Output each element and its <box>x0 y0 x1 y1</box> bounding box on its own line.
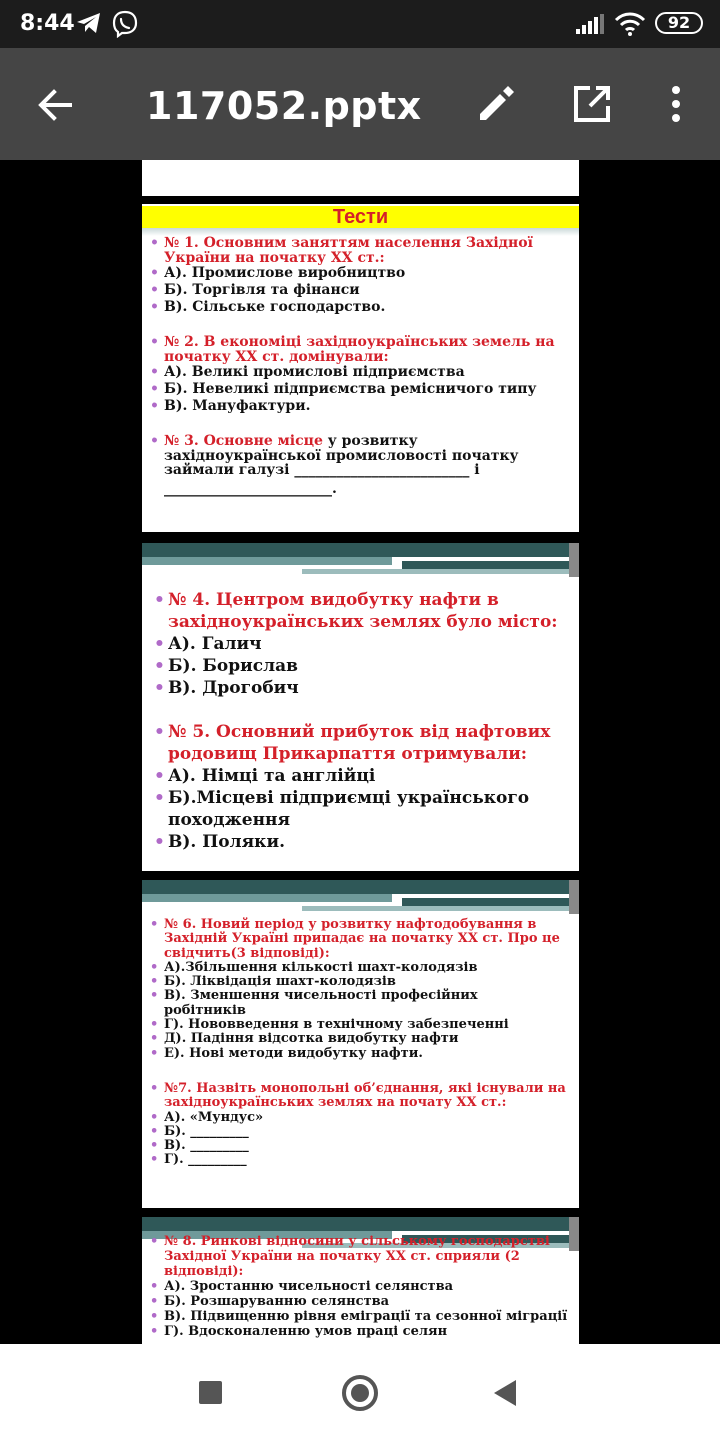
q6-option-b: Б). Ліквідація шахт-колодязів <box>164 974 396 990</box>
battery-icon: 92 <box>655 12 703 34</box>
q6-line2: Західній Україні припадає на початку ХХ ст. Про це <box>164 931 560 947</box>
q8-option-c: В). Підвищенню рівня еміграції та сезонної міграції <box>164 1308 568 1324</box>
pencil-icon[interactable] <box>474 82 518 126</box>
q5-option-b1: Б).Місцеві підприємці українського <box>168 788 530 809</box>
teal-band <box>142 543 579 577</box>
q5-option-a: А). Німці та англійці <box>168 766 376 787</box>
question-4: • № 4. Центром видобутку нафти в західноукраїнських землях було місто: • А). Галич • Б). Борислав • В). Дрогобич <box>154 590 558 699</box>
slide-4 <box>142 1217 579 1344</box>
q6-line1: № 6. Новий період у розвитку нафтодобування в <box>164 917 537 932</box>
q8-option-d: Г). Вдосконаленню умов праці селян <box>164 1323 448 1339</box>
question-6: • № 6. Новий період у розвитку нафтодобування в Західній Україні припадає на початку ХХ ст. Про це свідчить(3 відповіді): • А).Збільшення кількості шахт-колодязів • Б). Ліквідація шахт-колодязів • В). Зменшення чисельності професійних робітників • Г). Нововведення в технічному забезпеченні • Д). Падіння відсотка видобутку нафти • Е). Нові методи видобутку нафти. <box>150 917 560 1061</box>
q1-line1: № 1. Основним заняттям населення Західної <box>164 235 533 251</box>
q2-option-a: А). Великі промислові підприємства <box>164 364 465 381</box>
teal-band <box>142 880 579 914</box>
slide-previous <box>142 160 579 196</box>
q3-line4: ________________________. <box>164 481 337 498</box>
telegram-icon <box>76 11 102 40</box>
q4-option-a: А). Галич <box>168 634 262 655</box>
q6-option-e: Д). Падіння відсотка видобутку нафти <box>164 1031 459 1047</box>
q5-option-b2: походження <box>168 810 291 831</box>
more-vertical-icon[interactable] <box>660 82 692 126</box>
navigation-bar <box>0 1344 720 1440</box>
q8-line1: № 8. Ринкові відносини у сільському господарстві <box>164 1234 550 1249</box>
recents-icon[interactable] <box>199 1381 222 1404</box>
wifi-icon <box>614 12 646 41</box>
q4-option-b: Б). Борислав <box>168 656 298 677</box>
slide-3 <box>142 880 579 1208</box>
q5-line1: № 5. Основний прибуток від нафтових <box>168 722 551 742</box>
q7-option-b: Б). _________ <box>164 1123 249 1139</box>
q8-option-a: А). Зростанню чисельності селянства <box>164 1278 454 1294</box>
q1-option-a: А). Промислове виробництво <box>164 265 406 282</box>
q3-line2: західноукраїнської промисловості початку <box>164 447 519 464</box>
q4-line1: № 4. Центром видобутку нафти в <box>168 590 499 610</box>
back-triangle-icon[interactable] <box>494 1380 516 1406</box>
q2-line1: № 2. В економіці західноукраїнських земель на <box>164 334 555 350</box>
q7-option-d: Г). _________ <box>164 1152 247 1168</box>
question-5: • № 5. Основний прибуток від нафтових родовищ Прикарпаття отримували: • А). Німці та англійці • Б).Місцеві підприємці українського походження • В). Поляки. <box>154 722 551 853</box>
q6-option-c1: В). Зменшення чисельності професійних <box>164 988 478 1004</box>
app-bar <box>0 48 720 160</box>
q8-line3: відповіді): <box>164 1263 244 1279</box>
slide-title: Тести <box>332 206 389 228</box>
slide-2 <box>142 543 579 871</box>
q4-option-c: В). Дрогобич <box>168 678 299 699</box>
q5-line2: родовищ Прикарпаття отримували: <box>168 744 528 765</box>
status-bar <box>0 0 720 48</box>
q7-option-c: В). _________ <box>164 1138 249 1154</box>
question-7: • №7. Назвіть монопольні об’єднання, які існували на західноукраїнських землях на почату ХХ ст.: • А). «Мундус» • Б). _________ • В). _________ • Г). _________ <box>150 1081 566 1168</box>
q4-line2: західноукраїнських землях було місто: <box>168 612 558 633</box>
q1-option-b: Б). Торгівля та фінанси <box>164 282 360 299</box>
signal-icon <box>576 14 604 39</box>
question-2: • № 2. В економіці західноукраїнських земель на початку ХХ ст. домінували: • А). Великі промислові підприємства • Б). Невеликі підприємства ремісничого типу • В). Мануфактури. <box>150 334 555 414</box>
question-1: • № 1. Основним заняттям населення Західної України на початку ХХ ст.: • А). Промислове виробництво • Б). Торгівля та фінанси • В). Сільське господарство. <box>150 235 533 315</box>
q3-line1: у розвитку <box>322 433 418 449</box>
q7-line1: №7. Назвіть монопольні об’єднання, які існували на <box>164 1081 566 1096</box>
open-external-icon[interactable] <box>570 82 614 126</box>
q3-red-part: № 3. Основне місце <box>164 433 323 449</box>
slides-viewport[interactable] <box>0 160 720 1344</box>
q6-option-a: А).Збільшення кількості шахт-колодязів <box>164 959 478 975</box>
q2-option-c: В). Мануфактури. <box>164 397 311 414</box>
q6-option-d: Г). Нововведення в технічному забезпеченні <box>164 1017 509 1033</box>
q3-line3: займали галузі _________________________ і <box>164 462 480 479</box>
q2-option-b: Б). Невеликі підприємства ремісничого типу <box>164 381 537 398</box>
slide-1 <box>142 204 579 532</box>
q8-line2: Західної України на початку ХХ ст. сприяли (2 <box>164 1248 520 1264</box>
viber-icon <box>111 10 139 43</box>
home-icon[interactable] <box>342 1375 378 1411</box>
back-arrow-icon[interactable] <box>34 84 76 126</box>
status-time: 8:44 <box>20 11 75 36</box>
q5-option-c: В). Поляки. <box>168 832 285 853</box>
q8-option-b: Б). Розшаруванню селянства <box>164 1293 390 1309</box>
q1-line2: України на початку ХХ ст.: <box>164 249 385 266</box>
question-8: • № 8. Ринкові відносини у сільському господарстві Західної України на початку ХХ ст. сприяли (2 відповіді): • А). Зростанню чисельності селянства • Б). Розшаруванню селянства • В). Підвищенню рівня еміграції та сезонної міграції • Г). Вдосконаленню умов праці селян <box>150 1234 568 1339</box>
question-3: • № 3. Основне місце у розвитку західноукраїнської промисловості початку займали галузі _________________________ і ________________________. <box>150 433 519 498</box>
document-title: 117052.pptx <box>146 84 422 128</box>
q6-option-f: Е). Нові методи видобутку нафти. <box>164 1045 423 1061</box>
q7-option-a: А). «Мундус» <box>164 1109 264 1125</box>
q6-option-c2: робітників <box>164 1002 246 1018</box>
slide-title-bar <box>142 206 579 228</box>
q2-line2: початку ХХ ст. домінували: <box>164 348 389 365</box>
q1-option-c: В). Сільське господарство. <box>164 298 386 315</box>
q7-line2: західноукраїнських землях на почату ХХ ст.: <box>164 1095 507 1111</box>
q6-line3: свідчить(3 відповіді): <box>164 945 330 961</box>
